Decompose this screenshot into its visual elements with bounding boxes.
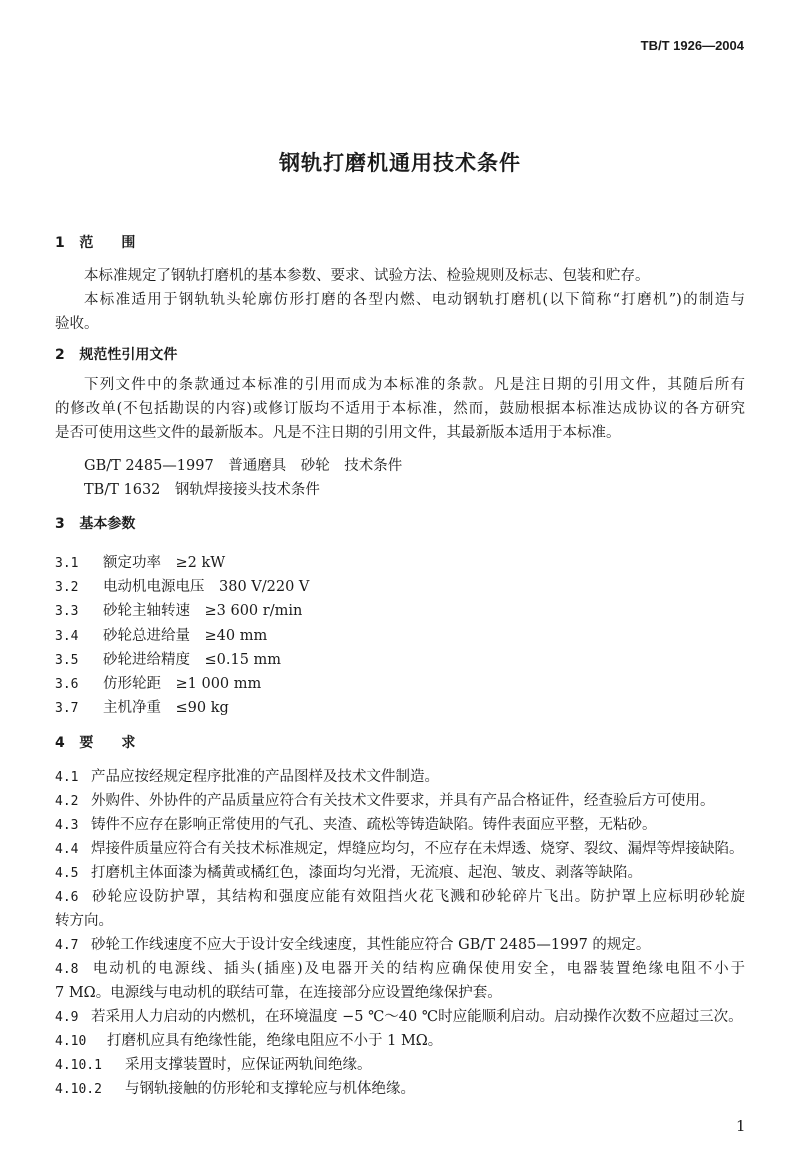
item-text: 若采用人力启动的内燃机，在环境温度 −5 ℃～40 ℃时应能顺利启动。启动操作次数不应超过三次。 bbox=[91, 1009, 743, 1025]
requirement-item bbox=[55, 959, 745, 980]
item-number: 4.3 bbox=[55, 818, 79, 833]
item-text: 砂轮工作线速度不应大于设计安全线速度，其性能应符合 GB/T 2485—1997 的规定。 bbox=[91, 937, 651, 953]
requirement-item bbox=[55, 1079, 415, 1100]
reference-item: GB/T 2485—1997 普通磨具 砂轮 技术条件 bbox=[84, 458, 403, 474]
requirement-item bbox=[55, 1055, 372, 1076]
item-number: 4.6 bbox=[55, 890, 79, 905]
section-title: 范 围 bbox=[79, 235, 136, 251]
requirement-item bbox=[55, 815, 657, 836]
item-text: 电动机的电源线、插头(插座)及电器开关的结构应确保使用安全，电器装置绝缘电阻不小于 bbox=[91, 961, 745, 977]
item-number: 3.4 bbox=[55, 628, 79, 644]
requirement-item bbox=[55, 935, 650, 956]
item-number: 4.9 bbox=[55, 1010, 79, 1025]
page-number: 1 bbox=[736, 1117, 746, 1135]
item-text: 砂轮应设防护罩，其结构和强度应能有效阻挡火花飞溅和砂轮碎片飞出。防护罩上应标明砂轮旋 bbox=[91, 889, 745, 905]
paragraph-continued: 是否可使用这些文件的最新版本。凡是不注日期的引用文件，其最新版本适用于本标准。 bbox=[55, 425, 621, 441]
parameter-item bbox=[55, 601, 302, 622]
requirement-item bbox=[55, 767, 439, 788]
requirement-item bbox=[55, 1007, 743, 1028]
item-text: 铸件不应存在影响正常使用的气孔、夹渣、疏松等铸造缺陷。铸件表面应平整，无粘砂。 bbox=[91, 817, 657, 833]
item-text: 采用支撑装置时，应保证两轨间绝缘。 bbox=[125, 1057, 372, 1073]
item-number: 4.10 bbox=[55, 1034, 87, 1049]
parameter-item bbox=[55, 577, 309, 598]
item-text: 砂轮总进给量 ≥40 mm bbox=[103, 627, 268, 644]
paragraph: 本标准规定了钢轨打磨机的基本参数、要求、试验方法、检验规则及标志、包装和贮存。 bbox=[84, 268, 650, 284]
parameter-item bbox=[55, 626, 267, 647]
item-text: 额定功率 ≥2 kW bbox=[103, 555, 226, 571]
item-text: 砂轮主轴转速 ≥3 600 r/min bbox=[103, 603, 303, 620]
requirement-item bbox=[55, 791, 715, 812]
paragraph-continued: 验收。 bbox=[55, 316, 99, 332]
item-text: 砂轮进给精度 ≤0.15 mm bbox=[103, 651, 282, 668]
item-number: 4.1 bbox=[55, 770, 79, 785]
reference-item: TB/T 1632 钢轨焊接接头技术条件 bbox=[84, 482, 320, 498]
section-1-heading bbox=[55, 233, 135, 253]
item-number: 4.4 bbox=[55, 842, 79, 857]
section-number: 2 bbox=[55, 347, 65, 363]
item-text: 与钢轨接触的仿形轮和支撑轮应与机体绝缘。 bbox=[125, 1081, 415, 1097]
parameter-item bbox=[55, 674, 261, 695]
section-2-heading bbox=[55, 345, 177, 365]
paragraph: 下列文件中的条款通过本标准的引用而成为本标准的条款。凡是注日期的引用文件，其随后所有 bbox=[84, 377, 745, 393]
item-number: 3.6 bbox=[55, 677, 79, 692]
item-text: 主机净重 ≤90 kg bbox=[103, 700, 229, 717]
item-number: 3.2 bbox=[55, 580, 79, 596]
section-number: 1 bbox=[55, 235, 65, 251]
section-title: 规范性引用文件 bbox=[79, 347, 178, 363]
item-text: 打磨机主体面漆为橘黄或橘红色，漆面均匀光滑，无流痕、起泡、皱皮、剥落等缺陷。 bbox=[91, 865, 642, 881]
section-3-heading bbox=[55, 514, 135, 534]
requirement-item bbox=[55, 1031, 442, 1052]
section-title: 基本参数 bbox=[79, 516, 136, 532]
item-number: 3.3 bbox=[55, 604, 79, 620]
item-text: 打磨机应具有绝缘性能，绝缘电阻应不小于 1 MΩ。 bbox=[107, 1033, 443, 1049]
item-text-continued: 转方向。 bbox=[55, 913, 113, 929]
item-text: 焊接件质量应符合有关技术标准规定，焊缝应均匀，不应存在未焊透、烧穿、裂纹、漏焊等焊接缺陷。 bbox=[91, 841, 744, 857]
item-number: 4.7 bbox=[55, 938, 79, 953]
section-4-heading bbox=[55, 733, 135, 753]
parameter-item bbox=[55, 698, 229, 719]
standard-code: TB/T 1926—2004 bbox=[640, 38, 744, 53]
requirement-item bbox=[55, 863, 642, 884]
item-text: 外购件、外协件的产品质量应符合有关技术文件要求，并具有产品合格证件，经查验后方可使用。 bbox=[91, 793, 715, 809]
parameter-item bbox=[55, 650, 281, 671]
parameter-item bbox=[55, 553, 225, 574]
item-number: 4.5 bbox=[55, 866, 79, 881]
item-text: 电动机电源电压 380 V/220 V bbox=[103, 579, 310, 596]
item-number: 3.7 bbox=[55, 701, 79, 717]
section-number: 4 bbox=[55, 735, 65, 751]
document-title: 钢轨打磨机通用技术条件 bbox=[279, 151, 521, 175]
paragraph: 本标准适用于钢轨轨头轮廓仿形打磨的各型内燃、电动钢轨打磨机(以下简称“打磨机”)的制造与 bbox=[84, 292, 745, 308]
section-number: 3 bbox=[55, 516, 65, 532]
item-number: 4.2 bbox=[55, 794, 79, 809]
requirement-item bbox=[55, 839, 744, 860]
item-number: 4.10.1 bbox=[55, 1058, 102, 1073]
item-text: 仿形轮距 ≥1 000 mm bbox=[103, 676, 262, 692]
paragraph-continued: 的修改单(不包括勘误的内容)或修订版均不适用于本标准，然而，鼓励根据本标准达成协议的各方研究 bbox=[55, 401, 745, 417]
item-number: 3.1 bbox=[55, 556, 79, 571]
requirement-item bbox=[55, 887, 745, 908]
item-number: 4.10.2 bbox=[55, 1082, 102, 1097]
section-title: 要 求 bbox=[79, 735, 136, 751]
item-number: 3.5 bbox=[55, 652, 79, 668]
item-text: 产品应按经规定程序批准的产品图样及技术文件制造。 bbox=[91, 769, 439, 785]
item-text-continued: 7 MΩ。电源线与电动机的联结可靠，在连接部分应设置绝缘保护套。 bbox=[55, 985, 502, 1001]
item-number: 4.8 bbox=[55, 962, 79, 977]
